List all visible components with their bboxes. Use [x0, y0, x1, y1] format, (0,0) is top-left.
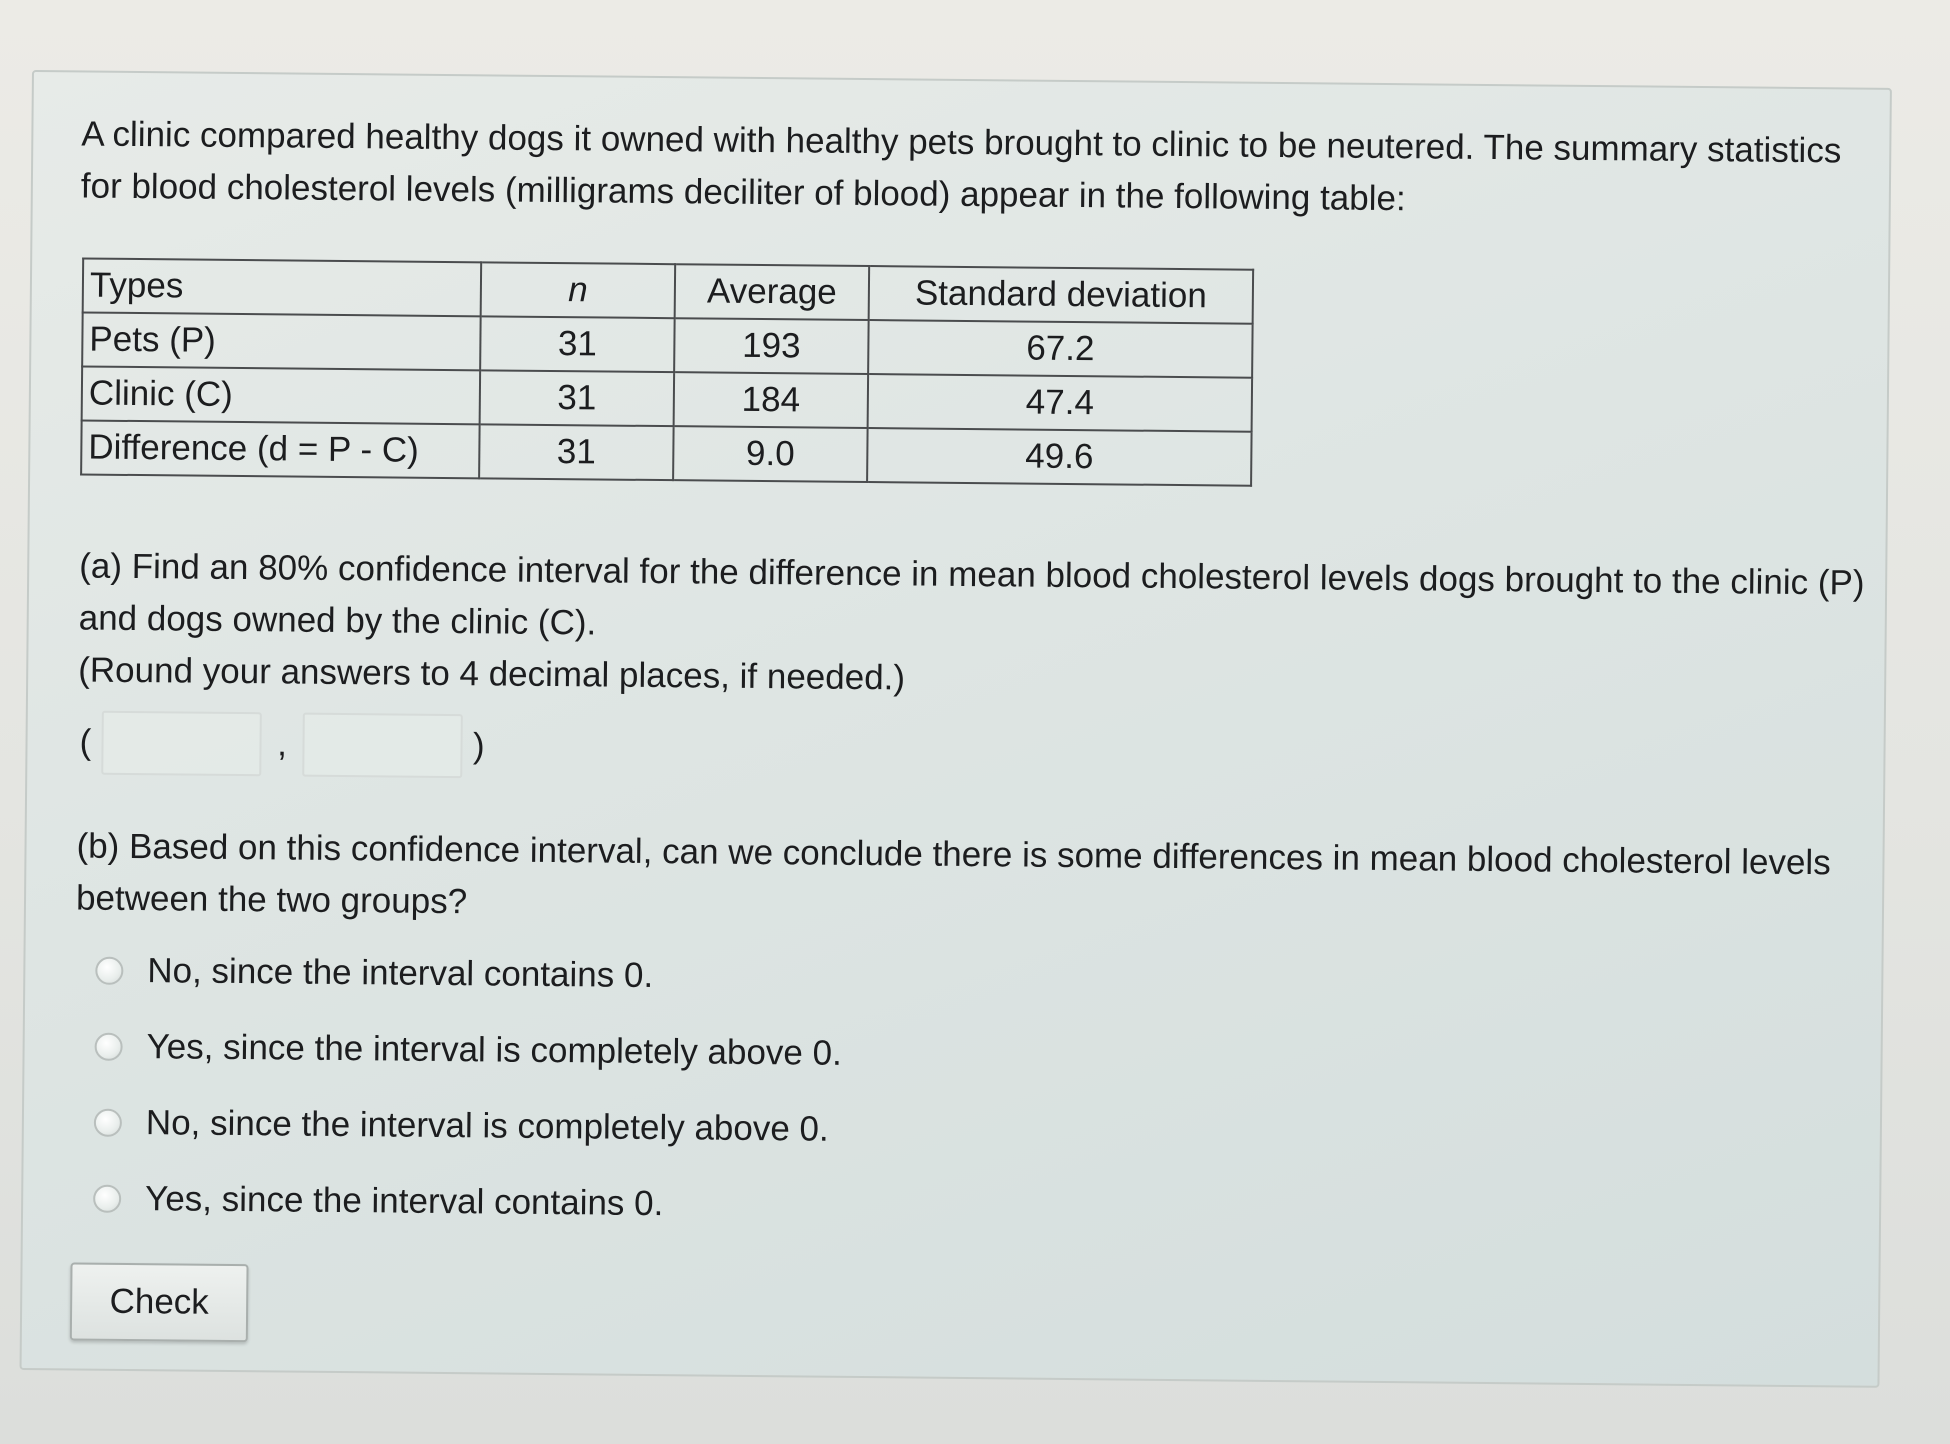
- option-yes-contains-zero[interactable]: [93, 1161, 841, 1244]
- interval-separator: ,: [277, 724, 288, 764]
- table-cell: Pets (P): [82, 312, 481, 370]
- problem-intro: A clinic compared healthy dogs it owned with healthy pets brought to clinic to be neutered. The summary statistics for blood cholesterol levels (milligrams deciliter of blood) appear in the following table:: [80, 114, 1842, 219]
- table-cell: 49.6: [867, 428, 1252, 486]
- table-cell: 31: [479, 424, 674, 480]
- confidence-interval-input: [79, 707, 485, 781]
- radio-button[interactable]: [93, 1185, 121, 1213]
- table-cell: 184: [674, 372, 869, 428]
- table-cell: Clinic (C): [82, 366, 481, 424]
- option-no-contains-zero[interactable]: [95, 933, 843, 1016]
- close-paren: ): [472, 726, 485, 766]
- table-header-cell: n: [481, 262, 676, 318]
- table-cell: 31: [480, 316, 675, 372]
- table-cell: Difference (d = P - C): [81, 420, 480, 478]
- table-header-cell: Types: [83, 259, 482, 317]
- upper-bound-input[interactable]: [303, 713, 464, 779]
- option-label: No, since the interval contains 0.: [147, 951, 654, 996]
- radio-button[interactable]: [94, 1033, 122, 1061]
- radio-button[interactable]: [95, 957, 123, 985]
- open-paren: (: [79, 722, 92, 762]
- option-label: Yes, since the interval is completely above 0.: [146, 1027, 842, 1073]
- option-label: Yes, since the interval contains 0.: [144, 1179, 664, 1224]
- lower-bound-input[interactable]: [101, 711, 262, 777]
- part-a-question: [78, 540, 1869, 713]
- rounding-note: (Round your answers to 4 decimal places, if needed.): [78, 650, 906, 698]
- table-cell: 67.2: [868, 320, 1253, 378]
- answer-options: [93, 933, 843, 1244]
- part-a-text: (a) Find an 80% confidence interval for the difference in mean blood cholesterol levels dogs brought to the clinic (P) and dogs owned by the clinic (C).: [78, 546, 1865, 643]
- question-card: [20, 70, 1892, 1388]
- part-b-question: (b) Based on this confidence interval, can we conclude there is some differences in mean blood cholesterol levels between the two groups?: [75, 826, 1831, 922]
- table-header-cell: Average: [675, 264, 870, 320]
- check-button[interactable]: Check: [70, 1262, 249, 1342]
- table-row: [81, 420, 1251, 485]
- radio-button[interactable]: [94, 1109, 122, 1137]
- table-cell: 193: [674, 318, 869, 374]
- table-header-cell: Standard deviation: [869, 266, 1254, 324]
- table-cell: 47.4: [868, 374, 1253, 432]
- table-cell: 31: [480, 370, 675, 426]
- table-cell: 9.0: [673, 426, 868, 482]
- option-yes-above-zero[interactable]: [94, 1009, 842, 1092]
- summary-stats-table: [80, 257, 1254, 486]
- option-no-above-zero[interactable]: [94, 1085, 842, 1168]
- option-label: No, since the interval is completely above 0.: [145, 1103, 829, 1149]
